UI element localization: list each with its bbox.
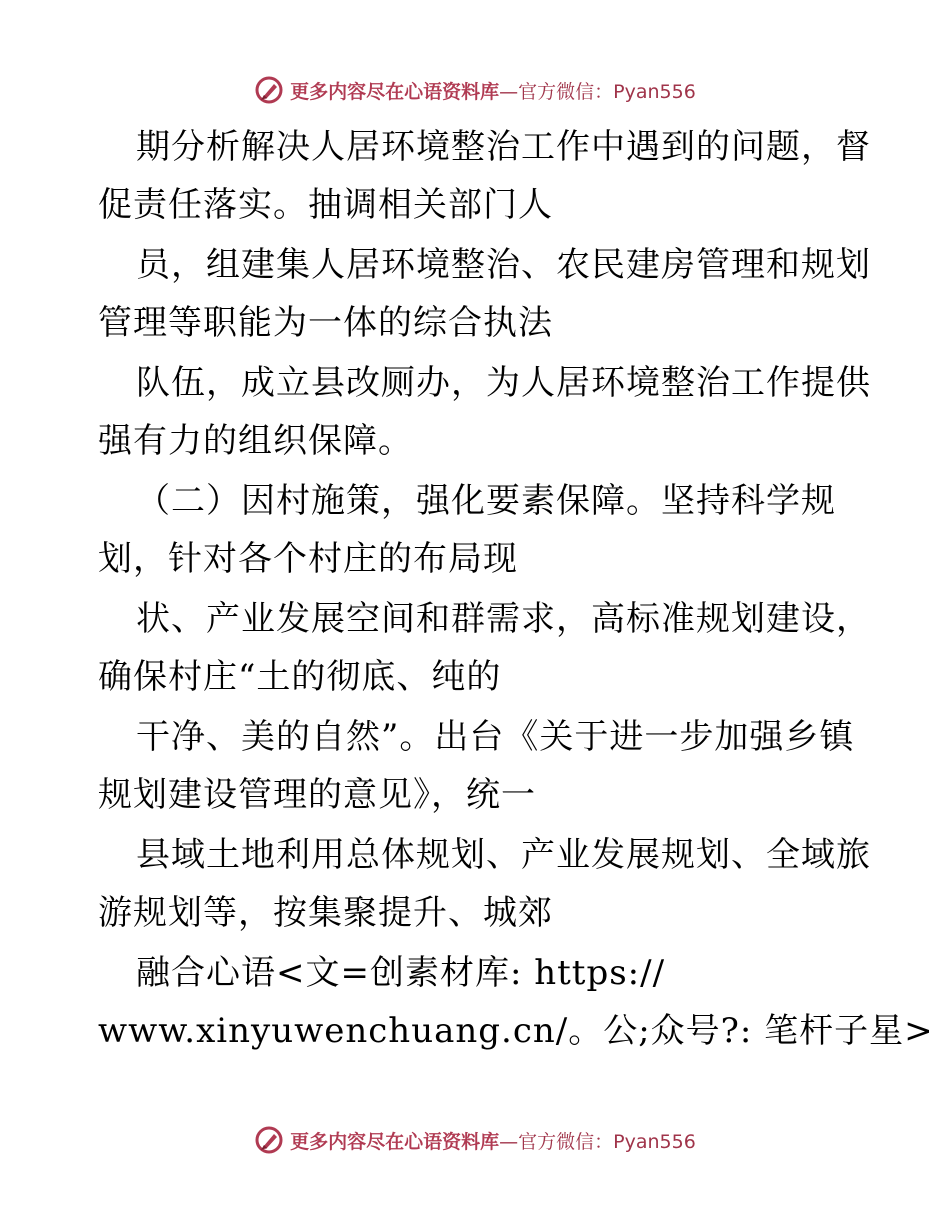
footer-brand: 更多内容尽在心语资料库 (290, 1130, 500, 1153)
pen-logo-icon (254, 1125, 284, 1155)
header-brand: 更多内容尽在心语资料库 (290, 80, 500, 103)
text-line: 县域土地利用总体规划、产业发展规划、全域旅 (136, 835, 871, 875)
text-line: 干净、美的自然”。出台《关于进一步加强乡镇 (136, 717, 855, 757)
header-wechat: 官方微信：Pyan556 (518, 80, 696, 103)
text-line: 强有力的组织保障。 (98, 421, 413, 461)
text-line: 融合心语<文=创素材库: https:// (136, 953, 666, 993)
footer-watermark (0, 1120, 950, 1160)
text-line: （二）因村施策，强化要素保障。坚持科学规 (136, 481, 836, 521)
text-line: 状、产业发展空间和群需求，高标准规划建设， (136, 599, 871, 639)
text-line: 员，组建集人居环境整治、农民建房管理和规划 (136, 245, 871, 285)
text-line: 队伍，成立县改厕办，为人居环境整治工作提供 (136, 363, 871, 403)
text-line: 游规划等，按集聚提升、城郊 (98, 893, 553, 933)
text-line: 期分析解决人居环境整治工作中遇到的问题，督 (136, 127, 871, 167)
text-line: 确保村庄“土的彻底、纯的 (98, 657, 502, 697)
text-line: www.xinyuwenchuang.cn/。公;众号?: 笔杆子星> (98, 1011, 934, 1051)
header-dash: — (499, 80, 519, 103)
text-line: 管理等职能为一体的综合执法 (98, 303, 553, 343)
text-line: 促责任落实。抽调相关部门人 (98, 185, 553, 225)
text-line: 规划建设管理的意见》，统一 (98, 775, 536, 815)
footer-dash: — (499, 1130, 519, 1153)
pen-logo-icon (254, 75, 284, 105)
footer-wechat: 官方微信：Pyan556 (518, 1130, 696, 1153)
header-watermark (0, 70, 950, 110)
text-line: 划，针对各个村庄的布局现 (98, 539, 518, 579)
